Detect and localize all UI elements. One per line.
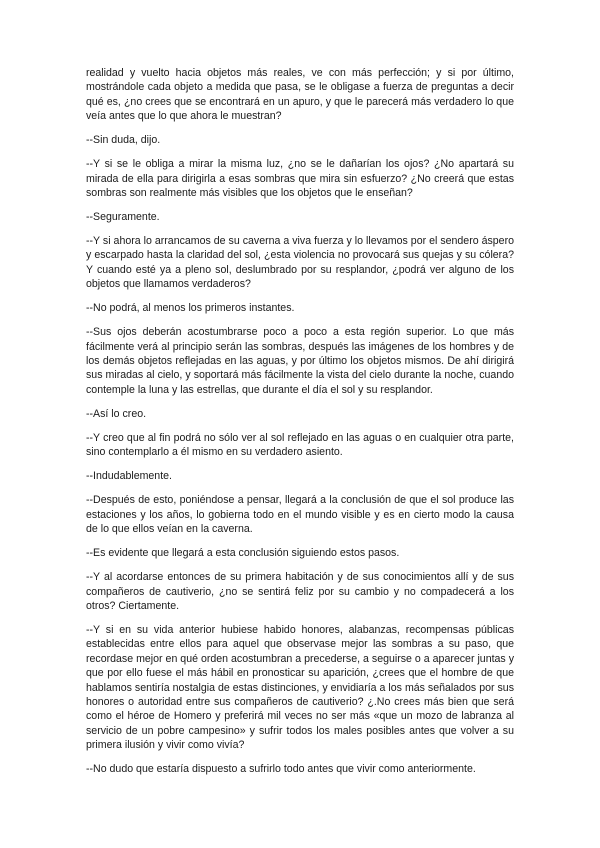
paragraph: --No dudo que estaría dispuesto a sufrirlo todo antes que vivir como anteriormente. [86, 763, 476, 776]
paragraph: realidad y vuelto hacia objetos más reales, ve con más perfección; y si por último, mostrándole cada objeto a medida que pasa, se le obligase a fuerza de preguntas a decir qué es, ¿no crees que se encontrará en un apuro, y que le parecerá más verdadero lo que veía antes que lo que ahora le muestran? [86, 67, 514, 123]
paragraph: --Y creo que al fin podrá no sólo ver al sol reflejado en las aguas o en cualquier otra parte, sino contemplarlo a él mismo en su verdadero asiento. [86, 431, 514, 459]
paragraph: --Sin duda, dijo. [86, 134, 161, 147]
paragraph: --Después de esto, poniéndose a pensar, llegará a la conclusión de que el sol produce las estaciones y los años, lo gobierna todo en el mundo visible y es en cierto modo la causa de lo que ellos veían en la caverna. [86, 494, 514, 536]
paragraph: --Seguramente. [86, 211, 160, 224]
paragraph: --Sus ojos deberán acostumbrarse poco a poco a esta región superior. Lo que más fácilmente verá al principio serán las sombras, después las imágenes de los hombres y de los demás objetos reflejadas en las aguas, y por último los objetos mismos. De ahí dirigirá sus miradas al cielo, y soportará más fácilmente la vista del cielo durante la noche, cuando contemple la luna y las estrellas, que durante el día el sol y su resplandor. [86, 326, 514, 396]
paragraph: --Es evidente que llegará a esta conclusión siguiendo estos pasos. [86, 547, 400, 560]
paragraph: --Y si en su vida anterior hubiese habido honores, alabanzas, recompensas públicas establecidas entre ellos para aquel que observase mejor las sombras a su paso, que recordase mejor en qué orden acostumbran a precederse, a seguirse o a aparecer juntas y que por ello fuese el más hábil en pronosticar su aparición, ¿crees que el hombre de que hablamos sentiría nostalgia de estas distinciones, y envidiaría a los más señalados por sus honores o autoridad entre sus compañeros de cautiverio? ¿.No crees más bien que será como el héroe de Homero y preferirá mil veces no ser más «que un mozo de labranza al servicio de un pobre campesino» y sufrir todos los males posibles antes que volver a su primera ilusión y vivir como vivía? [86, 623, 514, 752]
paragraph: --Indudablemente. [86, 470, 172, 483]
paragraph: --Y al acordarse entonces de su primera habitación y de sus conocimientos allí y de sus compañeros de cautiverio, ¿no se sentirá feliz por su cambio y no compadecerá a los otros? Ciertamente. [86, 571, 514, 612]
document-page [86, 66, 514, 786]
paragraph: --Y si se le obliga a mirar la misma luz, ¿no se le dañarían los ojos? ¿No apartará su mirada de ella para dirigirla a esas sombras que mira sin esfuerzo? ¿No creerá que estas sombras son realmente más visibles que los objetos que le enseñan? [86, 158, 514, 200]
paragraph: --No podrá, al menos los primeros instantes. [86, 302, 295, 315]
paragraph: --Y si ahora lo arrancamos de su caverna a viva fuerza y lo llevamos por el sendero áspero y escarpado hasta la claridad del sol, ¿esta violencia no provocará sus quejas y su cólera? Y cuando esté ya a pleno sol, deslumbrado por su resplandor, ¿podrá ver alguno de los objetos que llamamos verdaderos? [86, 235, 514, 291]
paragraph: --Así lo creo. [86, 407, 147, 420]
